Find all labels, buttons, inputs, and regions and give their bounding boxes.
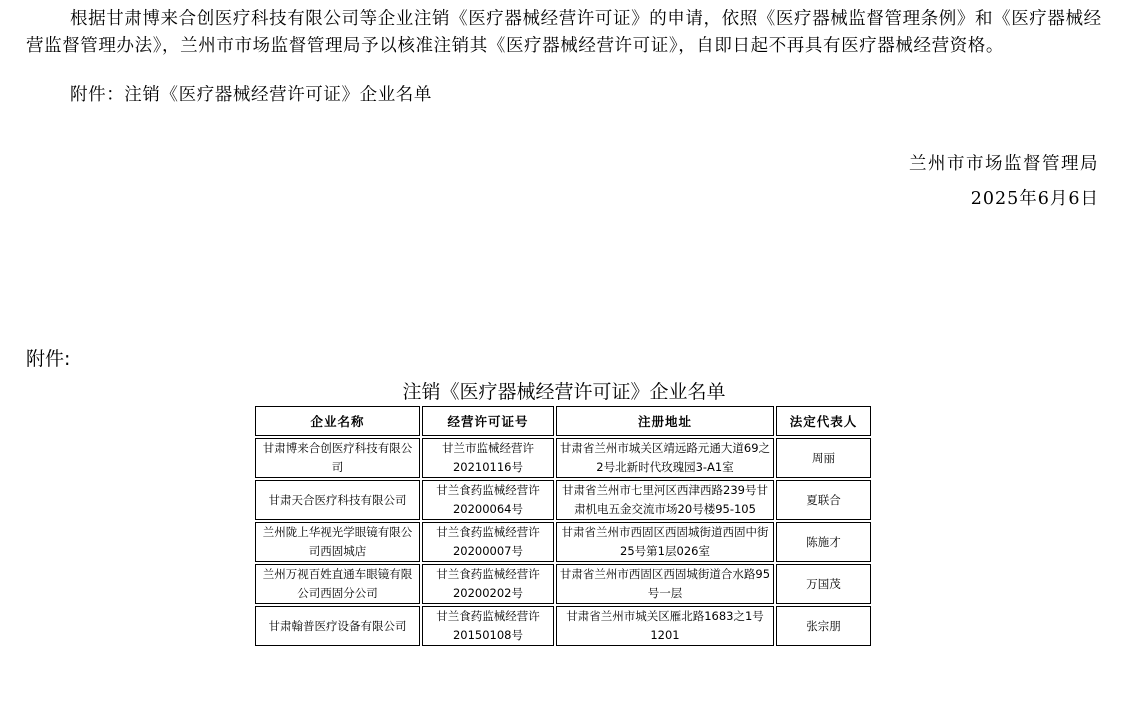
cell-license-number: 甘兰市监械经营许20210116号 xyxy=(422,438,554,478)
cell-legal-representative: 夏联合 xyxy=(776,480,871,520)
cell-enterprise-name: 甘肃翰普医疗设备有限公司 xyxy=(255,606,420,646)
header-license-number: 经营许可证号 xyxy=(422,406,554,436)
cell-enterprise-name: 兰州陇上华视光学眼镜有限公司西固城店 xyxy=(255,522,420,562)
table-title: 注销《医疗器械经营许可证》企业名单 xyxy=(402,381,726,403)
cell-license-number: 甘兰食药监械经营许20200202号 xyxy=(422,564,554,604)
cell-license-number: 甘兰食药监械经营许20200064号 xyxy=(422,480,554,520)
header-legal-representative: 法定代表人 xyxy=(776,406,871,436)
cell-registered-address: 甘肃省兰州市城关区雁北路1683之1号1201 xyxy=(556,606,774,646)
table-row xyxy=(255,564,871,604)
cell-registered-address: 甘肃省兰州市七里河区西津西路239号甘肃机电五金交流市场20号楼95-105 xyxy=(556,480,774,520)
header-enterprise-name: 企业名称 xyxy=(255,406,420,436)
table-row xyxy=(255,438,871,478)
cell-enterprise-name: 兰州万视百姓直通车眼镜有限公司西固分公司 xyxy=(255,564,420,604)
signature-date: 2025年6月6日 xyxy=(970,189,1099,209)
cell-registered-address: 甘肃省兰州市西固区西固城街道合水路95号一层 xyxy=(556,564,774,604)
attachment-label: 附件: xyxy=(26,348,71,370)
cell-legal-representative: 陈施才 xyxy=(776,522,871,562)
deregistered-enterprise-table xyxy=(253,404,873,648)
cell-legal-representative: 万国茂 xyxy=(776,564,871,604)
cell-legal-representative: 张宗朋 xyxy=(776,606,871,646)
cell-registered-address: 甘肃省兰州市西固区西固城街道西固中街25号第1层026室 xyxy=(556,522,774,562)
signature-organization: 兰州市市场监督管理局 xyxy=(909,154,1099,174)
table-row xyxy=(255,480,871,520)
cell-enterprise-name: 甘肃博来合创医疗科技有限公司 xyxy=(255,438,420,478)
notice-main-paragraph: 根据甘肃博来合创医疗科技有限公司等企业注销《医疗器械经营许可证》的申请，依照《医疗器械监督管理条例》和《医疗器械经营监督管理办法》，兰州市市场监督管理局予以核准注销其《医疗器械经营许可证》，自即日起不再具有医疗器械经营资格。 xyxy=(26,9,1102,56)
cell-registered-address: 甘肃省兰州市城关区靖远路元通大道69之2号北新时代玫瑰园3-A1室 xyxy=(556,438,774,478)
cell-legal-representative: 周丽 xyxy=(776,438,871,478)
notice-attachment-paragraph: 附件：注销《医疗器械经营许可证》企业名单 xyxy=(70,85,432,105)
cell-license-number: 甘兰食药监械经营许20150108号 xyxy=(422,606,554,646)
table-header-row xyxy=(255,406,871,436)
table-row xyxy=(255,606,871,646)
cell-enterprise-name: 甘肃天合医疗科技有限公司 xyxy=(255,480,420,520)
table-row xyxy=(255,522,871,562)
header-registered-address: 注册地址 xyxy=(556,406,774,436)
cell-license-number: 甘兰食药监械经营许20200007号 xyxy=(422,522,554,562)
